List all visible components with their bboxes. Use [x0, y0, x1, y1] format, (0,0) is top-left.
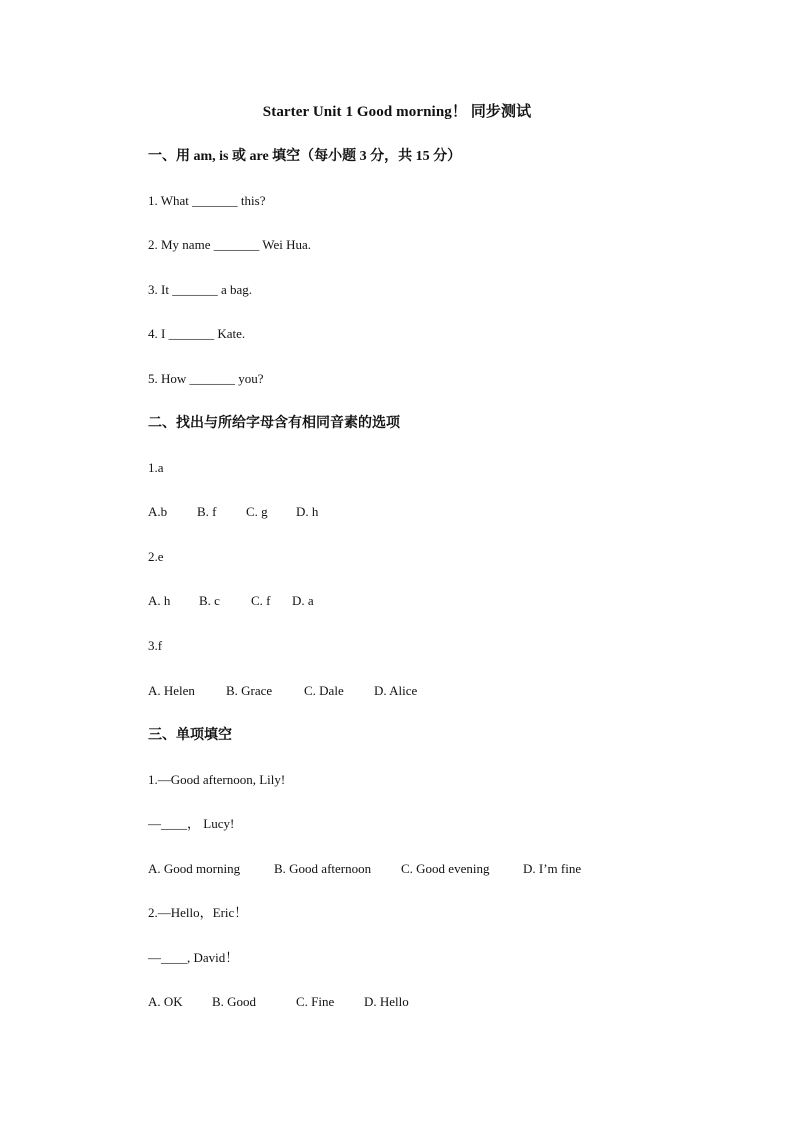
option-b: B. Good afternoon: [274, 861, 372, 876]
option-a: A. h: [148, 593, 171, 608]
dialogue-line: 1.—Good afternoon, Lily!: [148, 772, 286, 787]
dialogue-line: —____, David！: [148, 950, 239, 965]
option-b: B. c: [199, 593, 220, 608]
phonics-prompt: 3.f: [148, 638, 163, 653]
dialogue-line: 2.—Hello，Eric！: [148, 905, 248, 920]
option-c: C. g: [246, 504, 268, 519]
option-d: D. a: [292, 593, 314, 608]
phonics-prompt: 2.e: [148, 549, 164, 564]
section-3-heading: 三、单项填空: [148, 728, 232, 743]
option-a: A. Helen: [148, 683, 195, 698]
dialogue-line: —____， Lucy!: [148, 816, 235, 831]
fill-blank-item: 1. What _______ this?: [148, 193, 266, 208]
fill-blank-item: 2. My name _______ Wei Hua.: [148, 237, 311, 252]
option-b: B. Good: [212, 994, 257, 1009]
fill-blank-item: 5. How _______ you?: [148, 371, 264, 386]
option-a: A. OK: [148, 994, 183, 1009]
option-c: C. Dale: [304, 683, 344, 698]
option-a: A. Good morning: [148, 861, 241, 876]
option-c: C. Fine: [296, 994, 335, 1009]
fill-blank-item: 3. It _______ a bag.: [148, 282, 252, 297]
option-d: D. Hello: [364, 994, 409, 1009]
option-c: C. f: [251, 593, 271, 608]
option-d: D. Alice: [374, 683, 418, 698]
page-title: Starter Unit 1 Good morning！ 同步测试: [262, 104, 532, 120]
option-a: A.b: [148, 504, 168, 519]
option-b: B. f: [197, 504, 217, 519]
section-2-heading: 二、找出与所给字母含有相同音素的选项: [148, 416, 400, 431]
phonics-prompt: 1.a: [148, 460, 164, 475]
option-d: D. I’m fine: [523, 861, 582, 876]
option-c: C. Good evening: [401, 861, 490, 876]
option-b: B. Grace: [226, 683, 273, 698]
section-1-heading: 一、用 am, is 或 are 填空（每小题 3 分，共 15 分）: [148, 149, 462, 164]
fill-blank-item: 4. I _______ Kate.: [148, 326, 246, 341]
option-d: D. h: [296, 504, 319, 519]
